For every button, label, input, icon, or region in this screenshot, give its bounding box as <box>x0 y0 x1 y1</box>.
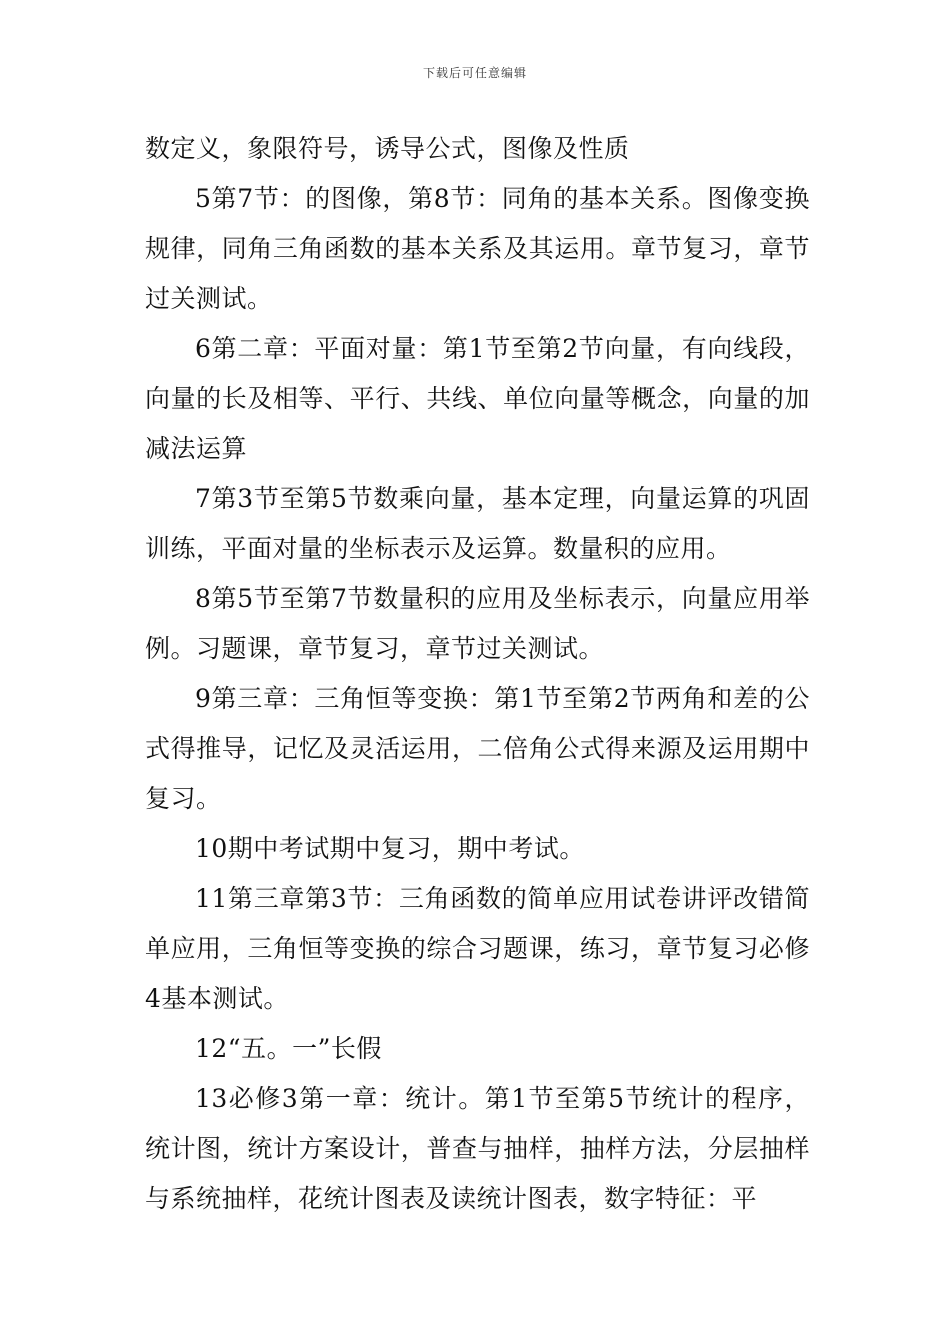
paragraph-week-11: 11第三章第3节：三角函数的简单应用试卷讲评改错简单应用，三角恒等变换的综合习题课，练习，章节复习必修4基本测试。 <box>145 884 810 1013</box>
paragraph-continuation: 数定义，象限符号，诱导公式，图像及性质 <box>145 134 630 163</box>
paragraph-week-9: 9第三章：三角恒等变换：第1节至第2节两角和差的公式得推导，记忆及灵活运用，二倍角公式得来源及运用期中复习。 <box>145 684 810 813</box>
paragraph-week-12: 12“五。一”长假 <box>195 1034 382 1063</box>
paragraph-week-13: 13必修3第一章：统计。第1节至第5节统计的程序，统计图，统计方案设计，普查与抽样，抽样方法，分层抽样与系统抽样，花统计图表及读统计图表，数字特征：平 <box>145 1084 810 1213</box>
paragraph-week-10: 10期中考试期中复习，期中考试。 <box>195 834 585 863</box>
page-header: 下载后可任意编辑 <box>422 66 527 80</box>
paragraph-week-7: 7第3节至第5节数乘向量，基本定理，向量运算的巩固训练，平面对量的坐标表示及运算。数量积的应用。 <box>145 484 810 563</box>
paragraph-week-6: 6第二章：平面对量：第1节至第2节向量，有向线段，向量的长及相等、平行、共线、单位向量等概念，向量的加减法运算 <box>145 334 810 463</box>
paragraph-week-5: 5第7节：的图像，第8节：同角的基本关系。图像变换规律，同角三角函数的基本关系及其运用。章节复习，章节过关测试。 <box>145 184 810 313</box>
paragraph-week-8: 8第5节至第7节数量积的应用及坐标表示，向量应用举例。习题课，章节复习，章节过关测试。 <box>145 584 810 663</box>
document-body <box>145 124 810 1224</box>
